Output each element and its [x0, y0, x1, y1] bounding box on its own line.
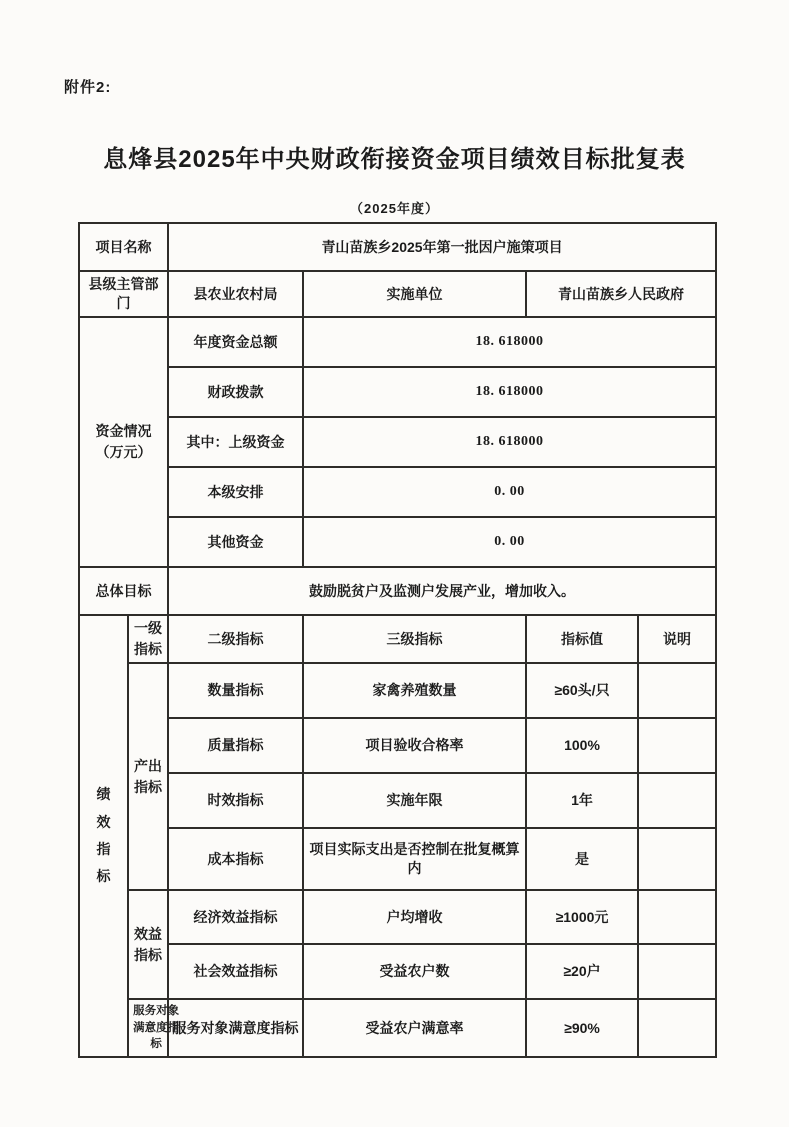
benefit-indicator-group-label: [128, 890, 168, 999]
table-row: [79, 890, 716, 944]
county-dept-label: 县级主管部门: [79, 271, 168, 317]
indicator-value: 是: [526, 828, 638, 890]
overall-goal-label: 总体目标: [79, 567, 168, 615]
attachment-label: 附件2:: [64, 79, 112, 96]
table-row: [79, 223, 716, 271]
overall-goal-value: 鼓励脱贫户及监测户发展产业，增加收入。: [168, 567, 716, 615]
table-row: [79, 718, 716, 773]
table-row: [79, 417, 716, 467]
indicator-level3: 实施年限: [303, 773, 526, 828]
table-row: [79, 567, 716, 615]
funding-row-label: 本级安排: [168, 467, 303, 517]
table-row: [79, 367, 716, 417]
header-level2: 二级指标: [168, 615, 303, 663]
indicator-note: [638, 890, 716, 944]
indicator-level2: 经济效益指标: [168, 890, 303, 944]
table-row: [79, 773, 716, 828]
indicator-level2: 成本指标: [168, 828, 303, 890]
output-indicator-group-label: [128, 663, 168, 890]
indicator-note: [638, 944, 716, 999]
funding-row-label: 财政拨款: [168, 367, 303, 417]
indicator-level2: 数量指标: [168, 663, 303, 718]
table-row: [79, 615, 716, 663]
table-row: [79, 999, 716, 1057]
table-row: [79, 317, 716, 367]
page-title: 息烽县2025年中央财政衔接资金项目绩效目标批复表: [103, 146, 686, 173]
table-row: [79, 517, 716, 567]
table-row: [79, 944, 716, 999]
indicator-level2: 社会效益指标: [168, 944, 303, 999]
indicator-note: [638, 718, 716, 773]
indicator-level3: 户均增收: [303, 890, 526, 944]
funding-row-value: 18. 618000: [303, 367, 716, 417]
indicator-note: [638, 663, 716, 718]
funding-row-label: 其他资金: [168, 517, 303, 567]
benefit-indicator-group-label-text: 效益指标: [133, 925, 162, 963]
project-name-label: 项目名称: [79, 223, 168, 271]
table-row: [79, 828, 716, 890]
funding-row-label: 年度资金总额: [168, 317, 303, 367]
project-name-value: 青山苗族乡2025年第一批因户施策项目: [168, 223, 716, 271]
county-dept-value: 县农业农村局: [168, 271, 303, 317]
table-row: [79, 663, 716, 718]
funding-group-label: [79, 317, 168, 567]
performance-goal-table: [78, 222, 717, 1058]
satisfaction-indicator-group-label: [128, 999, 180, 1057]
performance-indicator-group-label-text: 绩效指标: [96, 786, 111, 885]
indicator-note: [638, 773, 716, 828]
funding-row-value: 0. 00: [303, 467, 716, 517]
indicator-level3: 项目实际支出是否控制在批复概算内: [303, 828, 526, 890]
header-note: 说明: [638, 615, 716, 663]
indicator-value: ≥20户: [526, 944, 638, 999]
header-level1: [128, 615, 168, 663]
indicator-level3: 受益农户数: [303, 944, 526, 999]
indicator-level3: 家禽养殖数量: [303, 663, 526, 718]
impl-unit-value: 青山苗族乡人民政府: [526, 271, 716, 317]
funding-row-value: 0. 00: [303, 517, 716, 567]
indicator-level2: 时效指标: [168, 773, 303, 828]
funding-group-label-text: 资金情况（万元）: [95, 423, 152, 460]
header-level1-text: 一级指标: [133, 620, 162, 657]
impl-unit-label: 实施单位: [303, 271, 526, 317]
indicator-note: [638, 999, 716, 1057]
table-row: [79, 467, 716, 517]
indicator-level2: 服务对象满意度指标: [168, 999, 303, 1057]
funding-row-label: 其中：上级资金: [168, 417, 303, 467]
indicator-value: 1年: [526, 773, 638, 828]
page-subtitle: （2025年度）: [350, 201, 439, 216]
header-indicator-value: 指标值: [526, 615, 638, 663]
indicator-level3: 项目验收合格率: [303, 718, 526, 773]
header-level3: 三级指标: [303, 615, 526, 663]
indicator-level2: 质量指标: [168, 718, 303, 773]
indicator-note: [638, 828, 716, 890]
performance-indicator-group-label: [79, 615, 128, 1057]
indicator-level3: 受益农户满意率: [303, 999, 526, 1057]
indicator-value: ≥1000元: [526, 890, 638, 944]
table-row: [79, 271, 716, 317]
funding-row-value: 18. 618000: [303, 417, 716, 467]
output-indicator-group-label-text: 产出指标: [133, 757, 162, 795]
indicator-value: ≥90%: [526, 999, 638, 1057]
funding-row-value: 18. 618000: [303, 317, 716, 367]
indicator-value: ≥60头/只: [526, 663, 638, 718]
satisfaction-indicator-group-label-text: 服务对象满意度指标: [133, 1004, 180, 1051]
indicator-value: 100%: [526, 718, 638, 773]
